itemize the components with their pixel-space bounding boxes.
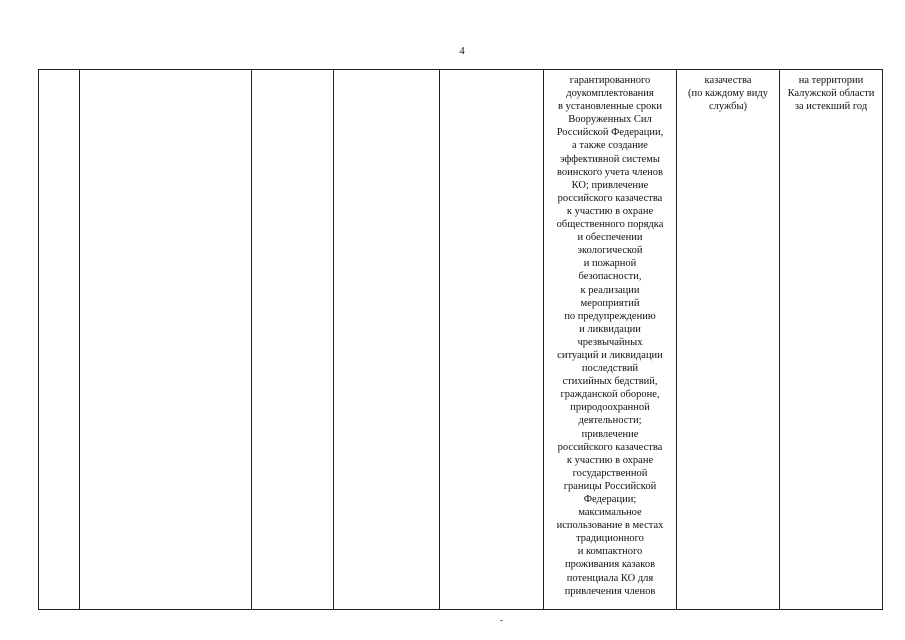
column-7-cell-text: казачества (по каждому виду службы) [688, 75, 768, 113]
column-8-cell-text: на территории Калужской области за истекший год [787, 75, 875, 113]
column-divider-2 [251, 70, 252, 609]
scan-mark [500, 620, 503, 621]
column-divider-4 [439, 70, 440, 609]
data-table [38, 69, 883, 610]
column-divider-1 [79, 70, 80, 609]
column-divider-6 [676, 70, 677, 609]
column-6-cell-text: гарантированного доукомплектования в установленные сроки Вооруженных Сил Российской Федерации, а также создание эффективной системы воинского учета членов КО; привлечение российского казачества к участию в охране общественного порядка и обеспечении экологической и пожарной безопасности, к реализации мероприятий по предупреждению и ликвидации чрезвычайных ситуаций и ликвидации последствий стихийных бедствий, гражданской обороне, природоохранной деятельности; привлечение российского казачества к участию в охране государственной границы Российской Федерации; максимальное использование в местах традиционного и компактного проживания казаков потенциала КО для привлечения членов [556, 75, 664, 597]
page-number: 4 [459, 45, 465, 57]
column-divider-3 [333, 70, 334, 609]
column-divider-7 [779, 70, 780, 609]
